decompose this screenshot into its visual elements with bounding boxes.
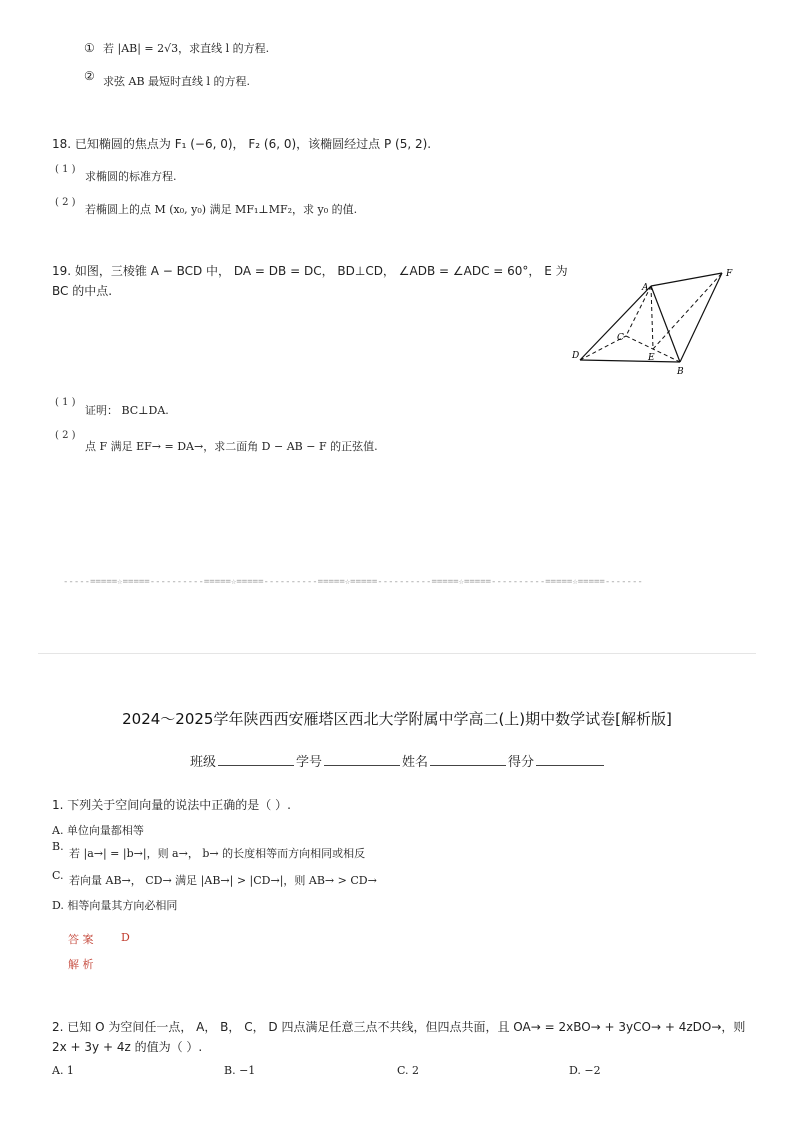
page-title: 2024～2025学年陕西西安雁塔区西北大学附属中学高二(上)期中数学试卷[解析版] [122, 710, 672, 728]
q1-answer-value: D [121, 931, 130, 944]
q1-answer-label: 答 案 [68, 933, 94, 946]
score-label: 得分 [508, 755, 535, 770]
q1-stem: 1. 下列关于空间向量的说法中正确的是（ ）. [52, 798, 291, 812]
tetrahedron-figure [560, 262, 750, 380]
id-label: 学号 [296, 755, 323, 770]
edge-AE [651, 286, 653, 349]
q19-sub2-mark: ( 2 ) [55, 430, 76, 441]
q1-option-c-mark: C. [52, 869, 64, 882]
label-A: A [642, 283, 649, 293]
q17-sub1-text: 若 |AB| = 2√3，求直线 l 的方程. [103, 42, 270, 55]
q1-option-d: D. 相等向量其方向必相同 [52, 899, 178, 912]
q18-sub2-text: 若椭圆上的点 M (x₀, y₀) 满足 MF₁⊥MF₂，求 y₀ 的值. [85, 203, 358, 216]
name-blank[interactable] [430, 753, 506, 766]
name-label: 姓名 [402, 755, 429, 770]
q17-sub2-text: 求弦 AB 最短时直线 l 的方程. [103, 75, 251, 88]
q2-stem-line1: 2. 已知 O 为空间任一点， A， B， C， D 四点满足任意三点不共线，但四点共面，且 OA→ = 2xBO→ + 3yCO→ + 4zDO→，则 [52, 1020, 746, 1034]
q2-option-d: D. −2 [569, 1064, 601, 1077]
q18-sub2-mark: ( 2 ) [55, 197, 76, 208]
q18-stem: 18. 已知椭圆的焦点为 F₁ (−6, 0)， F₂ (6, 0)，该椭圆经过点 P (5, 2). [52, 137, 432, 151]
q17-sub2-mark: ② [84, 69, 95, 83]
q17-sub1-mark: ① [84, 41, 95, 55]
class-label: 班级 [190, 755, 217, 770]
q19-sub1-mark: ( 1 ) [55, 397, 76, 408]
class-blank[interactable] [218, 753, 294, 766]
q18-sub1-text: 求椭圆的标准方程. [85, 170, 177, 183]
q2-option-c: C. 2 [397, 1064, 420, 1077]
edge-EF [653, 273, 722, 349]
label-D: D [572, 351, 580, 361]
q18-sub1-mark: ( 1 ) [55, 164, 76, 175]
q19-sub2-text: 点 F 满足 EF→ = DA→，求二面角 D − AB − F 的正弦值. [85, 440, 378, 453]
edge-DA [580, 286, 651, 360]
q1-option-b: 若 |a→| = |b→|，则 a→， b→ 的长度相等而方向相同或相反 [69, 847, 366, 860]
q19-stem-line2: BC 的中点. [52, 284, 113, 298]
score-blank[interactable] [536, 753, 604, 766]
label-F: F [726, 269, 733, 279]
label-C: C [617, 333, 624, 343]
q2-stem-line2: 2x + 3y + 4z 的值为（ ）. [52, 1040, 203, 1054]
edge-AB [651, 286, 680, 362]
q2-option-b: B. −1 [224, 1064, 256, 1077]
student-info-fields [190, 751, 606, 770]
q2-option-a: A. 1 [52, 1064, 74, 1077]
edge-FB [680, 273, 722, 362]
label-E: E [648, 353, 655, 363]
q1-option-b-mark: B. [52, 840, 64, 853]
q1-analysis-label[interactable]: 解 析 [68, 958, 94, 971]
section-divider: -----=====☆=====----------=====☆=====----------=====☆=====----------=====☆=====----------=====☆=====------- [63, 577, 643, 587]
id-blank[interactable] [324, 753, 400, 766]
page-break-rule [38, 653, 756, 654]
q1-option-a: A. 单位向量都相等 [52, 824, 144, 837]
q19-sub1-text: 证明： BC⊥DA. [85, 404, 169, 417]
q19-stem-line1: 19. 如图，三棱锥 A − BCD 中， DA = DB = DC， BD⊥CD， ∠ADB = ∠ADC = 60°， E 为 [52, 264, 568, 278]
q1-option-c: 若向量 AB→， CD→ 满足 |AB→| > |CD→|，则 AB→ > CD→ [69, 874, 377, 887]
edge-DB [580, 360, 680, 362]
label-B: B [677, 367, 684, 377]
edge-AC [626, 286, 651, 336]
